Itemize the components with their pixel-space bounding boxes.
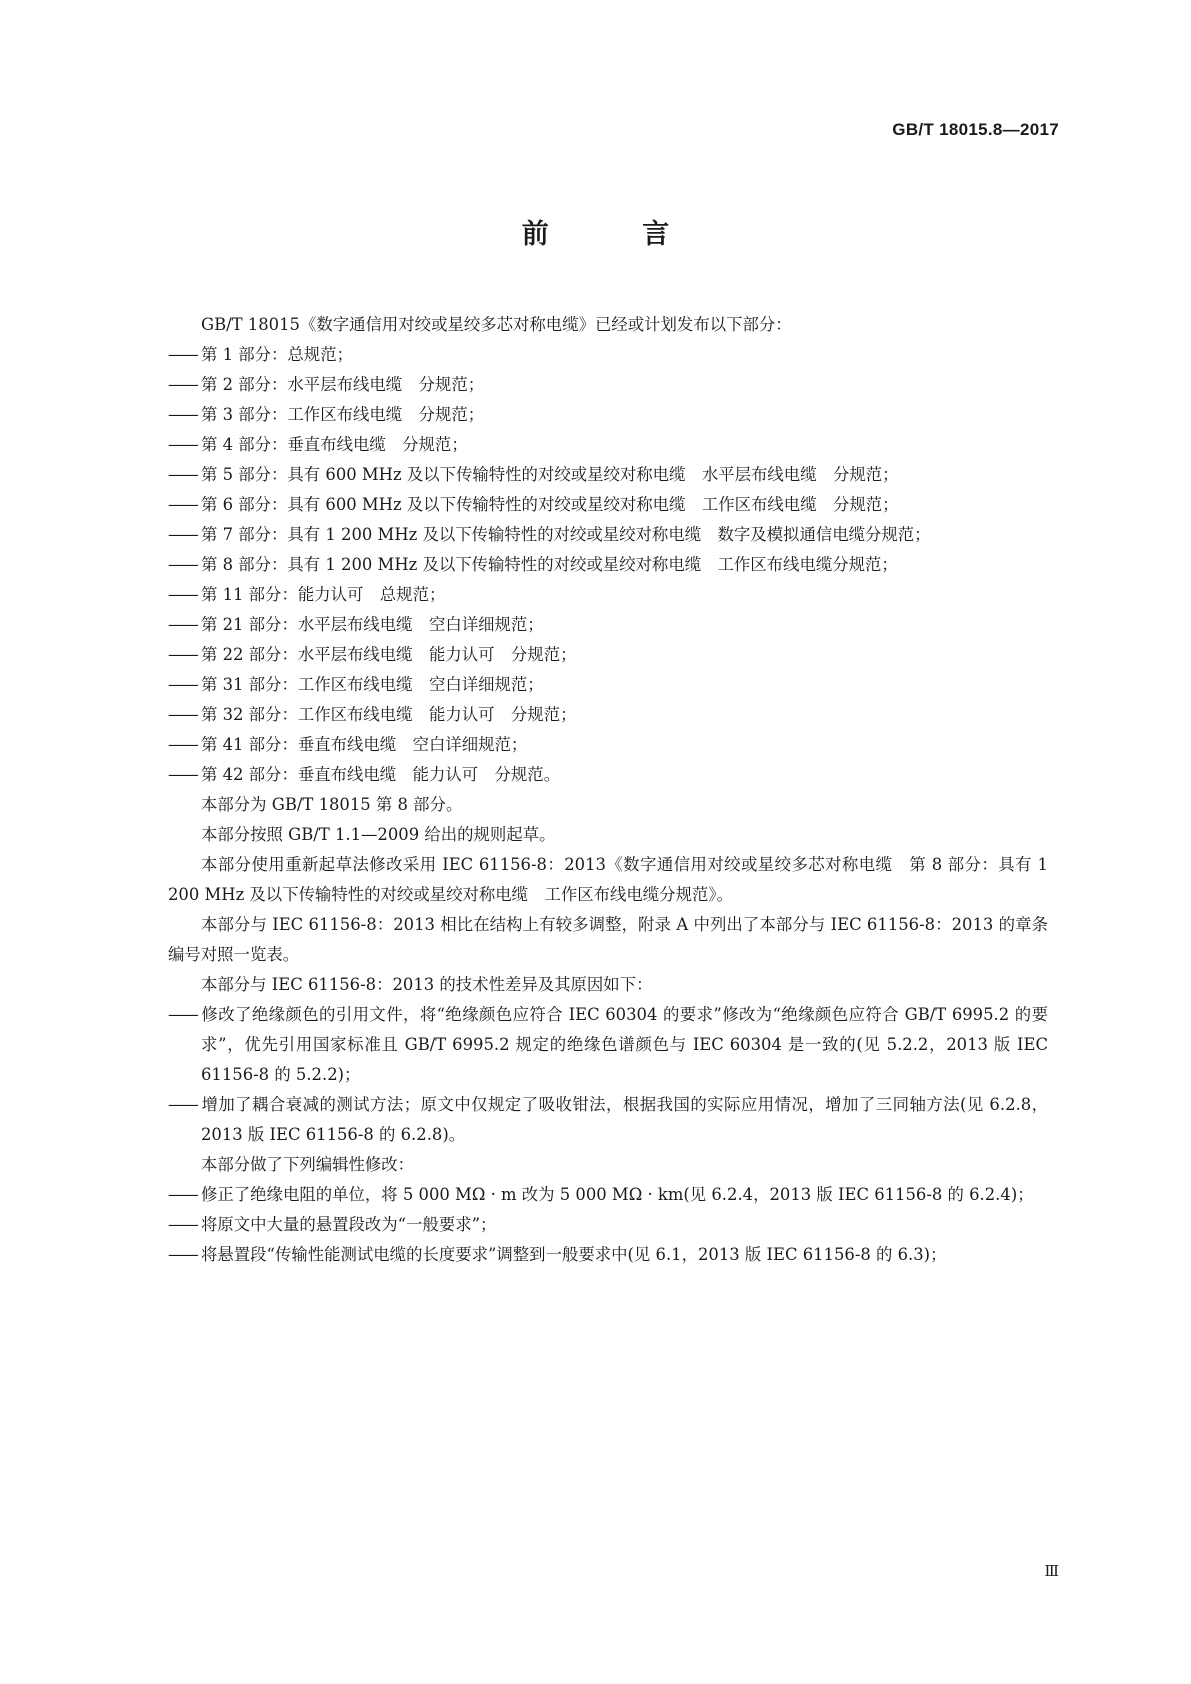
standard-code: GB/T 18015.8—2017 [892, 120, 1059, 139]
list-item-text: 第 5 部分：具有 600 MHz 及以下传输特性的对绞或星绞对称电缆 水平层布线电缆 分规范； [201, 465, 899, 484]
list-dash: —— [168, 1095, 197, 1114]
part-list-item [168, 550, 1048, 580]
part-list-item [168, 670, 1048, 700]
list-dash: —— [168, 1215, 197, 1234]
part-list-item [168, 430, 1048, 460]
editorial-change-item [168, 1180, 1048, 1210]
list-item-text: 增加了耦合衰减的测试方法；原文中仅规定了吸收钳法，根据我国的实际应用情况，增加了三同轴方法(见 6.2.8，2013 版 IEC 61156-8 的 6.2.8)。 [201, 1095, 1048, 1144]
technical-diff-item [168, 1000, 1048, 1090]
list-dash: —— [168, 555, 197, 574]
list-item-text: 第 7 部分：具有 1 200 MHz 及以下传输特性的对绞或星绞对称电缆 数字及模拟通信电缆分规范； [201, 525, 931, 544]
part-list-item [168, 340, 1048, 370]
list-item-text: 第 1 部分：总规范； [201, 345, 353, 364]
list-item-text: 第 6 部分：具有 600 MHz 及以下传输特性的对绞或星绞对称电缆 工作区布线电缆 分规范； [201, 495, 899, 514]
list-item-text: 第 3 部分：工作区布线电缆 分规范； [201, 405, 485, 424]
list-item-text: 第 42 部分：垂直布线电缆 能力认可 分规范。 [201, 765, 561, 784]
list-dash: —— [168, 405, 197, 424]
part-list-item [168, 730, 1048, 760]
page-title: 前 言 [521, 219, 712, 250]
list-dash: —— [168, 375, 197, 394]
list-item-text: 将原文中大量的悬置段改为“一般要求”； [201, 1215, 497, 1234]
list-dash: —— [168, 525, 197, 544]
list-item-text: 第 11 部分：能力认可 总规范； [201, 585, 446, 604]
list-dash: —— [168, 1185, 197, 1204]
list-dash: —— [168, 705, 197, 724]
list-item-text: 第 21 部分：水平层布线电缆 空白详细规范； [201, 615, 544, 634]
editorial-list [168, 1180, 1048, 1270]
list-item-text: 第 32 部分：工作区布线电缆 能力认可 分规范； [201, 705, 577, 724]
part-list-item [168, 610, 1048, 640]
part-list-item [168, 760, 1048, 790]
technical-diff-item [168, 1090, 1048, 1150]
list-dash: —— [168, 345, 197, 364]
part-list-item [168, 400, 1048, 430]
list-dash: —— [168, 435, 197, 454]
list-item-text: 将悬置段“传输性能测试电缆的长度要求”调整到一般要求中(见 6.1，2013 版 IEC 61156-8 的 6.3)； [201, 1245, 947, 1264]
list-dash: —— [168, 465, 197, 484]
list-item-text: 第 8 部分：具有 1 200 MHz 及以下传输特性的对绞或星绞对称电缆 工作区布线电缆分规范； [201, 555, 898, 574]
list-item-text: 第 2 部分：水平层布线电缆 分规范； [201, 375, 485, 394]
list-dash: —— [168, 615, 197, 634]
list-dash: —— [168, 1245, 197, 1264]
part-list-item [168, 700, 1048, 730]
list-item-text: 修正了绝缘电阻的单位，将 5 000 MΩ · m 改为 5 000 MΩ · km(见 6.2.4，2013 版 IEC 61156-8 的 6.2.4)； [201, 1185, 1034, 1204]
technical-diff-list [168, 1000, 1048, 1150]
list-dash: —— [168, 675, 197, 694]
part-list-item [168, 520, 1048, 550]
part-list-item [168, 460, 1048, 490]
list-dash: —— [168, 585, 197, 604]
list-dash: —— [168, 495, 197, 514]
list-item-text: 第 31 部分：工作区布线电缆 空白详细规范； [201, 675, 544, 694]
page-number: Ⅲ [1044, 1562, 1059, 1580]
list-item-text: 修改了绝缘颜色的引用文件，将“绝缘颜色应符合 IEC 60304 的要求”修改为“绝缘颜色应符合 GB/T 6995.2 的要求”，优先引用国家标准且 GB/T 6995.2 规定的绝缘色谱颜色与 IEC 60304 是一致的(见 5.2.2，2013 版 IEC 61156-8 的 5.2.2)； [201, 1005, 1048, 1084]
technical-diff-paragraph: 本部分与 IEC 61156-8：2013 的技术性差异及其原因如下： [201, 975, 653, 994]
foreword-body [168, 310, 1048, 1270]
editorial-change-item [168, 1210, 1048, 1240]
list-dash: —— [168, 735, 197, 754]
list-item-text: 第 22 部分：水平层布线电缆 能力认可 分规范； [201, 645, 577, 664]
adoption-paragraph: 本部分使用重新起草法修改采用 IEC 61156-8：2013《数字通信用对绞或星绞多芯对称电缆 第 8 部分：具有 1 200 MHz 及以下传输特性的对绞或星绞对称电缆 工作区布线电缆分规范》。 [168, 855, 1048, 904]
part-list-item [168, 370, 1048, 400]
part-list-item [168, 580, 1048, 610]
list-dash: —— [168, 1005, 197, 1024]
parts-list [168, 340, 1048, 790]
part8-paragraph: 本部分为 GB/T 18015 第 8 部分。 [201, 795, 463, 814]
editorial-paragraph: 本部分做了下列编辑性修改： [201, 1155, 415, 1174]
list-item-text: 第 41 部分：垂直布线电缆 空白详细规范； [201, 735, 528, 754]
part-list-item [168, 490, 1048, 520]
intro-paragraph: GB/T 18015《数字通信用对绞或星绞多芯对称电缆》已经或计划发布以下部分： [201, 315, 792, 334]
editorial-change-item [168, 1240, 1048, 1270]
part-list-item [168, 640, 1048, 670]
list-dash: —— [168, 765, 197, 784]
structure-paragraph: 本部分与 IEC 61156-8：2013 相比在结构上有较多调整，附录 A 中列出了本部分与 IEC 61156-8：2013 的章条编号对照一览表。 [168, 915, 1048, 964]
list-item-text: 第 4 部分：垂直布线电缆 分规范； [201, 435, 468, 454]
drafting-paragraph: 本部分按照 GB/T 1.1—2009 给出的规则起草。 [201, 825, 556, 844]
list-dash: —— [168, 645, 197, 664]
